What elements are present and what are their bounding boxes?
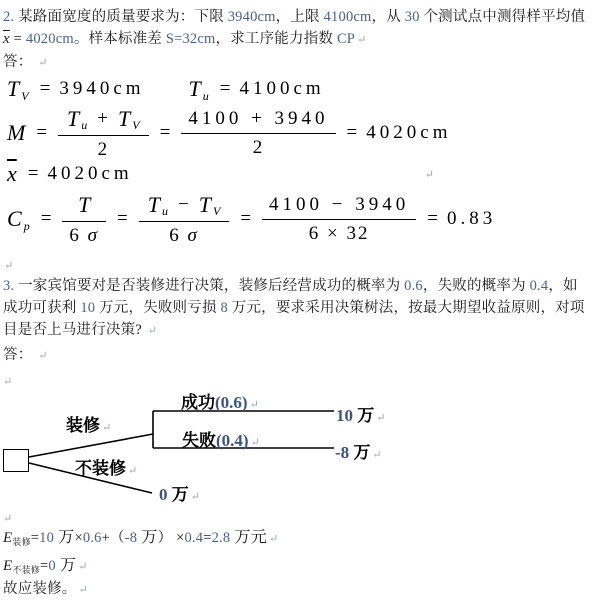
text-run: 0	[159, 485, 168, 504]
numerator-difference: 4100 − 3940	[269, 193, 410, 215]
text-run: ↵	[147, 325, 157, 337]
denominator-2: 2	[181, 133, 335, 159]
text-run: ↵	[250, 437, 260, 449]
tree-payoff-none	[159, 480, 200, 505]
problem3-line1	[3, 277, 578, 296]
equals-sign: =	[346, 122, 358, 143]
subscript-u: u	[202, 88, 209, 103]
text-run: 0.4	[529, 278, 549, 294]
numerator-sum: 4100 + 3940	[188, 107, 329, 129]
subscript-u: u	[81, 118, 88, 132]
denominator-2: 2	[58, 135, 149, 161]
text-run: =	[39, 558, 49, 574]
text-run: 个测试点中测得样平均值	[419, 9, 586, 25]
text-run: =	[30, 530, 40, 546]
text-run: -8	[335, 443, 350, 462]
tree-label-no-renovate	[75, 454, 137, 479]
text-run: (0.6)	[215, 393, 248, 412]
text-run: 万	[55, 557, 77, 574]
paragraph-mark: ↵	[424, 168, 434, 181]
var-M: M	[7, 120, 26, 145]
equals-sign: =	[159, 122, 171, 143]
text-run: 2.8	[211, 530, 231, 546]
text-run: ，从	[371, 9, 405, 25]
text-run: 成功可获利	[3, 300, 81, 316]
text-run: ↵	[38, 350, 48, 362]
text-run: 故应装修。	[3, 581, 77, 597]
fraction-numeric	[181, 108, 335, 159]
var-xbar: $\overline{x}$	[7, 161, 17, 186]
subscript-u: u	[162, 204, 168, 218]
text-run: ↵	[78, 584, 88, 596]
var-T-upper: T	[67, 105, 80, 131]
formula-cp	[5, 190, 496, 248]
text-run: ↵	[38, 57, 48, 69]
text-run: 万元，要求采用决策树法，按最大期望收益原则，对项	[227, 300, 585, 316]
text-run: 3940cm	[227, 9, 276, 25]
expected-value-renovate	[3, 528, 278, 549]
problem3-line3	[3, 321, 157, 341]
formula-midpoint	[5, 104, 451, 162]
value-cp-result: 0.83	[446, 208, 497, 229]
fraction-symbolic	[58, 106, 149, 161]
denominator-6: 6	[69, 224, 88, 246]
sigma-symbol: σ	[187, 224, 199, 246]
equals-sign: =	[117, 208, 128, 229]
tree-label-fail	[182, 426, 260, 451]
equals-sign: =	[240, 208, 252, 229]
denominator-6x32: 6 × 32	[262, 219, 416, 245]
text-run: 万	[167, 485, 189, 504]
var-T-lower: T	[118, 105, 131, 131]
text-run: 2.	[3, 9, 15, 25]
empty-line-mark	[1, 509, 12, 529]
text-run: 装修	[66, 416, 100, 435]
text-run: 万	[54, 529, 75, 546]
value-midpoint: 4020cm	[366, 122, 452, 143]
text-run: 0.4	[184, 530, 204, 546]
text-run: ↵	[78, 561, 88, 573]
text-run: 30	[404, 9, 420, 25]
equals-sign: =	[39, 78, 51, 99]
text-run: (0.4)	[216, 431, 249, 450]
text-run: 答：	[3, 347, 37, 363]
decision-tree-lines	[0, 386, 612, 511]
subscript-p: p	[23, 218, 30, 233]
var-T-lower: T	[198, 191, 211, 217]
value-upper-limit: 4100cm	[239, 78, 325, 99]
text-run: 万元，失败则亏损	[95, 300, 221, 316]
text-run: -8	[124, 530, 138, 546]
expected-value-no-renovate	[3, 556, 87, 577]
text-run: ×	[74, 530, 83, 546]
text-run: 3.	[3, 278, 15, 294]
var-C: C	[7, 206, 22, 231]
text-run: ↵	[376, 412, 386, 424]
text-run: 4020cm	[25, 31, 74, 47]
var-T-lower: T	[7, 76, 20, 101]
equals-sign: =	[36, 122, 48, 143]
text-run: ↵	[102, 422, 112, 434]
problem3-line2	[3, 299, 585, 318]
decision-node-square	[3, 449, 29, 472]
var-T: T	[78, 191, 91, 217]
fraction-T-over-6sigma	[62, 192, 106, 247]
fraction-Tu-minus-Tv	[139, 192, 230, 247]
paragraph-mark: ↵	[4, 260, 14, 272]
minus-sign: −	[178, 193, 189, 215]
formula-limits	[5, 74, 325, 104]
text-run: 万	[137, 529, 158, 546]
tree-payoff-fail	[335, 438, 382, 463]
text-run: 8	[220, 300, 228, 316]
formula-xbar	[5, 160, 434, 188]
text-run: S=32cm	[165, 31, 216, 47]
text-run: 万	[353, 406, 375, 425]
paragraph-mark: ↵	[3, 376, 13, 388]
equals-sign: =	[27, 163, 39, 184]
paragraph-mark: ↵	[3, 513, 13, 525]
text-run: ） ×	[157, 530, 185, 546]
text-run: E	[3, 558, 13, 574]
text-run: ，求工序能力指数	[215, 31, 337, 47]
sigma-symbol: σ	[87, 224, 100, 246]
empty-line-mark	[2, 256, 13, 276]
subscript-V: V	[212, 204, 221, 218]
problem2-answer-label	[3, 53, 47, 73]
var-T-upper: T	[188, 76, 201, 101]
text-run: CP	[336, 31, 356, 47]
text-run: E	[3, 530, 13, 546]
problem2-line2	[3, 30, 366, 50]
conclusion-line	[3, 580, 88, 600]
text-run: ↵	[357, 34, 367, 46]
text-run: 万元	[230, 529, 267, 546]
text-run: ↵	[372, 449, 382, 461]
value-lower-limit: 3940cm	[59, 78, 145, 99]
text-run: 一家宾馆要对是否装修进行决策，装修后经营成功的概率为	[14, 278, 405, 294]
problem2-line1	[3, 8, 585, 27]
text-run: ，失败的概率为	[422, 278, 530, 294]
text-run: 0.6	[404, 278, 423, 294]
text-run: 不装修	[12, 565, 40, 575]
text-run: $\overline{x}$	[3, 31, 10, 47]
text-run: =	[203, 530, 212, 546]
plus-sign: +	[97, 107, 109, 129]
subscript-V: V	[21, 88, 29, 103]
text-run: 万	[349, 443, 371, 462]
text-run: 4100cm	[323, 9, 372, 25]
equals-sign: =	[40, 208, 52, 229]
text-run: 某路面宽度的质量要求为：下限	[14, 9, 228, 25]
text-run: +（	[101, 530, 125, 546]
subscript-V: V	[132, 118, 140, 132]
fraction-numeric-cp	[262, 194, 416, 245]
denominator-6sigma	[139, 221, 230, 247]
text-run: ，如	[548, 278, 578, 294]
tree-label-success	[181, 388, 259, 413]
text-run: 10	[336, 406, 353, 425]
denominator-6: 6	[169, 224, 188, 246]
problem3-answer-label	[3, 346, 47, 366]
text-run: ↵	[190, 491, 200, 503]
text-run: ↵	[268, 533, 279, 545]
text-run: 装修	[12, 537, 31, 547]
text-run: 失败	[182, 431, 216, 450]
text-run: 0	[48, 558, 56, 574]
equals-sign: =	[219, 78, 231, 99]
text-run: ↵	[249, 399, 259, 411]
text-run: 不装修	[75, 459, 126, 478]
text-run: 成功	[181, 393, 215, 412]
tree-label-renovate	[66, 411, 111, 436]
equals-sign: =	[427, 208, 438, 229]
var-T-upper: T	[147, 191, 160, 217]
value-mean: 4020cm	[47, 163, 133, 184]
tree-payoff-success	[336, 401, 385, 426]
text-run: =	[9, 31, 26, 47]
text-run: 。样本标准差	[73, 31, 166, 47]
text-run: 答：	[3, 54, 37, 70]
text-run: 10	[80, 300, 96, 316]
text-run: 0.6	[82, 530, 102, 546]
text-run: ，上限	[275, 9, 324, 25]
text-run: 10	[39, 530, 55, 546]
denominator-6sigma	[62, 221, 106, 247]
text-run: 目是否上马进行决策?	[3, 322, 146, 338]
text-run: ↵	[128, 465, 138, 477]
